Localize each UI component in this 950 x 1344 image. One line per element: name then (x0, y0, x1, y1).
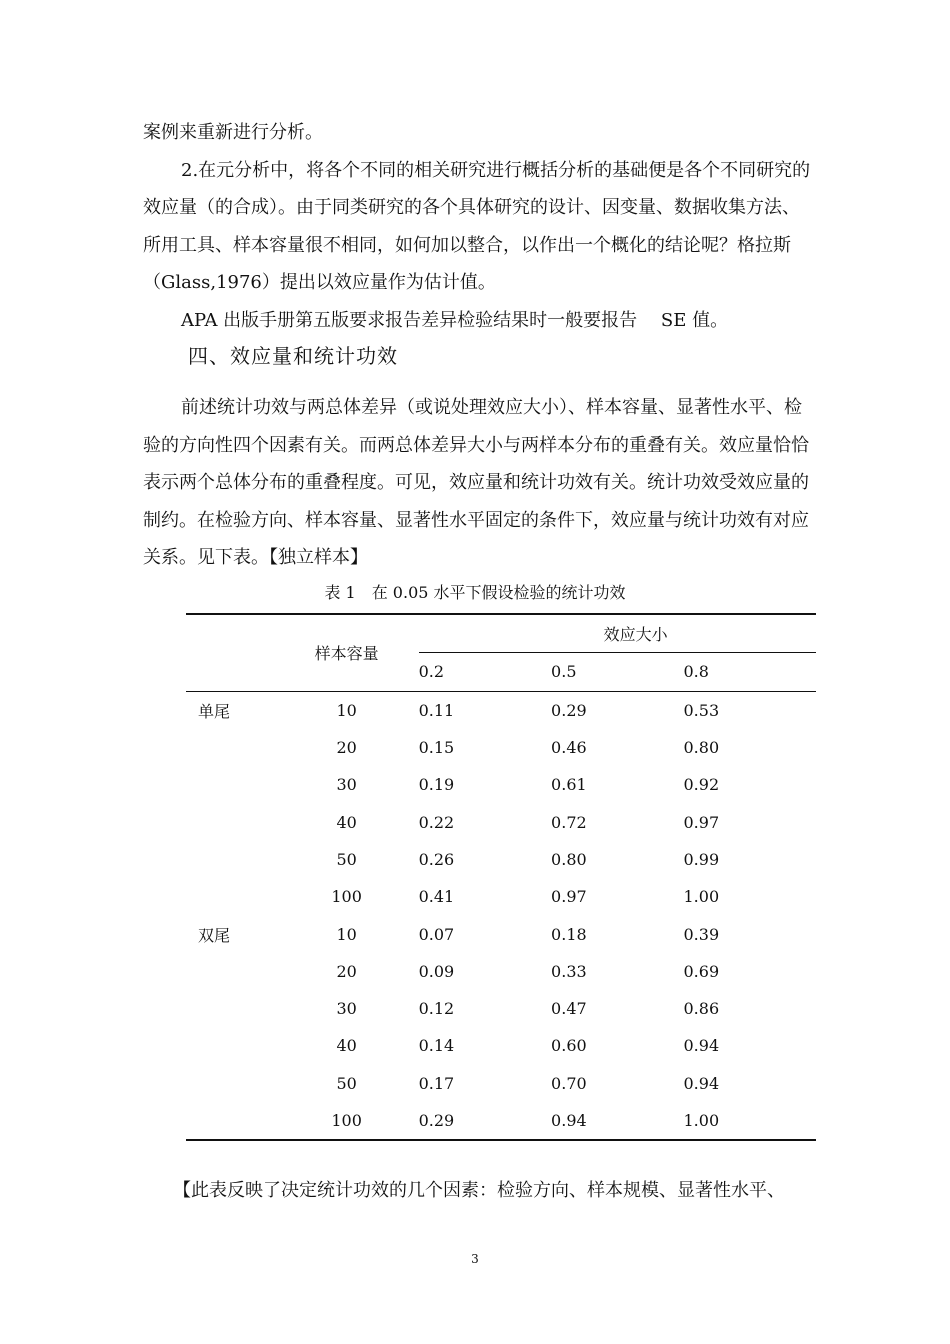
table-row (186, 1065, 816, 1102)
sample-size-cell: 50 (336, 1073, 357, 1093)
test-direction-cell (186, 878, 275, 915)
paragraph-apa-note: APA 出版手册第五版要求报告差异检验结果时一般要报告 SE 值。 (181, 309, 729, 331)
sample-size-cell: 10 (275, 691, 419, 729)
test-direction-cell: 双尾 (198, 925, 231, 945)
sample-size-cell: 100 (275, 1102, 419, 1140)
table-row (186, 766, 816, 803)
table-row (186, 691, 816, 729)
sample-size-cell: 20 (336, 961, 357, 981)
power-cell: 0.69 (683, 961, 720, 981)
power-cell: 0.92 (683, 775, 720, 795)
power-cell: 0.94 (551, 1102, 683, 1140)
table-row (186, 1102, 816, 1140)
paragraph-meta-analysis: 2.在元分析中，将各个不同的相关研究进行概括分析的基础便是各个不同研究的效应量（的合成）。由于同类研究的各个具体研究的设计、因变量、数据收集方法、所用工具、样本容量很不相同，如何加以整合，以作出一个概化的结论呢？格拉斯（Glass,1976）提出以效应量作为估计值。 (143, 159, 811, 293)
table-header-row (186, 614, 816, 653)
power-cell: 0.97 (551, 887, 587, 907)
power-cell: 0.09 (418, 961, 455, 981)
header-effect-size: 效应大小 (419, 614, 816, 653)
power-cell: 0.33 (551, 961, 587, 981)
intro-text (143, 114, 811, 339)
power-cell: 0.22 (418, 812, 455, 832)
power-cell: 0.15 (418, 738, 455, 758)
power-cell: 0.86 (683, 999, 720, 1019)
header-sample-size: 样本容量 (275, 614, 419, 691)
power-cell: 0.26 (418, 849, 455, 869)
sample-size-cell: 10 (336, 924, 357, 944)
main-text (143, 389, 811, 577)
test-direction-cell (186, 990, 275, 1027)
test-direction-cell (186, 803, 275, 840)
power-cell: 0.61 (551, 775, 587, 795)
power-cell: 0.70 (551, 1073, 587, 1093)
table-body (186, 691, 816, 1140)
power-cell: 0.07 (418, 924, 455, 944)
power-cell: 0.29 (419, 1102, 551, 1140)
power-cell: 0.39 (683, 924, 720, 944)
test-direction-cell (186, 729, 275, 766)
table-row (186, 1027, 816, 1064)
power-cell: 0.46 (551, 738, 587, 758)
table-row (186, 915, 816, 952)
test-direction-cell (186, 1102, 275, 1140)
sample-size-cell: 40 (336, 812, 357, 832)
table-row (186, 878, 816, 915)
table-row (186, 953, 816, 990)
header-effect-level: 0.2 (418, 662, 445, 682)
header-blank (186, 614, 275, 691)
power-cell: 0.18 (551, 924, 587, 944)
power-cell: 0.14 (418, 1036, 455, 1056)
table-row (186, 990, 816, 1027)
power-cell: 0.80 (551, 849, 587, 869)
power-cell: 0.11 (419, 691, 551, 729)
table-row (186, 729, 816, 766)
sample-size-cell: 30 (336, 775, 357, 795)
header-effect-level: 0.5 (551, 662, 577, 682)
power-cell: 0.72 (551, 812, 587, 832)
table-row (186, 803, 816, 840)
power-cell: 0.12 (418, 999, 455, 1019)
power-cell: 0.17 (418, 1073, 455, 1093)
sample-size-cell: 100 (331, 887, 362, 907)
test-direction-cell (186, 1065, 275, 1102)
power-table (186, 613, 816, 1141)
power-cell: 0.53 (684, 691, 817, 729)
table-caption: 表 1 在 0.05 水平下假设检验的统计功效 (324, 583, 626, 602)
page-number: 3 (471, 1252, 479, 1266)
paragraph-continuation: 案例来重新进行分析。 (143, 122, 323, 143)
power-cell: 0.94 (683, 1036, 720, 1056)
paragraph-effect-power: 前述统计功效与两总体差异（或说处理效应大小）、样本容量、显著性水平、检验的方向性四个因素有关。而两总体差异大小与两样本分布的重叠有关。效应量恰恰表示两个总体分布的重叠程度。可见，效应量和统计功效有关。统计功效受效应量的制约。在检验方向、样本容量、显著性水平固定的条件下，效应量与统计功效有对应关系。见下表。【独立样本】 (143, 397, 809, 568)
power-cell: 0.29 (551, 691, 683, 729)
table-note: 【此表反映了决定统计功效的几个因素：检验方向、样本规模、显著性水平、 (173, 1180, 785, 1201)
sample-size-cell: 40 (336, 1036, 357, 1056)
test-direction-cell: 单尾 (186, 691, 275, 729)
power-cell: 0.97 (683, 812, 720, 832)
test-direction-cell (186, 841, 275, 878)
power-cell: 0.19 (418, 775, 455, 795)
section-heading: 四、效应量和统计功效 (188, 344, 398, 368)
sample-size-cell: 30 (336, 999, 357, 1019)
power-cell: 0.94 (683, 1073, 720, 1093)
power-cell: 0.41 (418, 887, 455, 907)
test-direction-cell (186, 953, 275, 990)
power-cell: 1.00 (684, 1102, 817, 1140)
table-row (186, 841, 816, 878)
power-cell: 0.60 (551, 1036, 587, 1056)
power-cell: 0.47 (551, 999, 587, 1019)
header-effect-level: 0.8 (683, 662, 709, 682)
test-direction-cell (186, 766, 275, 803)
sample-size-cell: 20 (336, 738, 357, 758)
power-cell: 0.80 (683, 738, 720, 758)
power-cell: 0.99 (683, 849, 720, 869)
test-direction-cell (186, 1027, 275, 1064)
sample-size-cell: 50 (336, 849, 357, 869)
power-cell: 1.00 (683, 887, 720, 907)
